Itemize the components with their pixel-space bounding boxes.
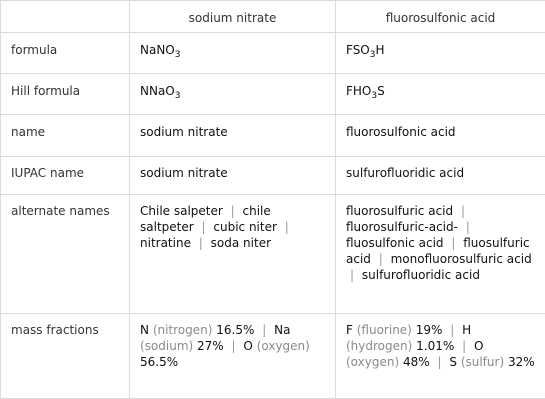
mass-fraction-value: 19% (416, 323, 443, 337)
table-row (1, 157, 545, 195)
mass-fraction-value: 48% (403, 355, 430, 369)
alternate-name-item: soda niter (211, 236, 271, 250)
alternate-name-item: fluorosulfuric acid (346, 204, 453, 218)
element-name: (oxygen) (346, 355, 399, 369)
name-sodium-nitrate: sodium nitrate (130, 115, 336, 157)
formula-subscript: 3 (175, 50, 181, 60)
mass-fraction-item (140, 323, 254, 337)
element-name: (hydrogen) (346, 339, 412, 353)
formula-subscript: 3 (175, 91, 181, 101)
row-label-name: name (1, 115, 130, 157)
list-separator: | (462, 339, 466, 353)
list-separator: | (466, 220, 470, 234)
column-header-fluorosulfonic-acid: fluorosulfonic acid (336, 1, 545, 33)
formula-sodium-nitrate (130, 33, 336, 74)
formula-text: NaNO (140, 43, 175, 57)
header-row (1, 1, 545, 33)
corner-cell (1, 1, 130, 33)
hill-formula-fluorosulfonic-acid (336, 74, 545, 115)
mass-fraction-item (346, 323, 442, 337)
alternate-name-item: nitratine (140, 236, 191, 250)
row-label-mass-fractions: mass fractions (1, 314, 130, 399)
list-separator: | (231, 204, 235, 218)
formula-subscript: 3 (370, 50, 376, 60)
element-name: (fluorine) (357, 323, 412, 337)
name-fluorosulfonic-acid: fluorosulfonic acid (336, 115, 545, 157)
row-label-iupac-name: IUPAC name (1, 157, 130, 195)
list-separator: | (262, 323, 266, 337)
row-label-alternate-names: alternate names (1, 195, 130, 314)
element-name: (sodium) (140, 339, 193, 353)
element-symbol: O (474, 339, 483, 353)
alternate-name-item: sulfurofluoridic acid (362, 268, 480, 282)
list-separator: | (202, 220, 206, 234)
mass-fraction-value: 27% (197, 339, 224, 353)
table-row (1, 195, 545, 314)
column-header-sodium-nitrate: sodium nitrate (130, 1, 336, 33)
formula-subscript: 3 (371, 91, 377, 101)
list-separator: | (437, 355, 441, 369)
list-separator: | (461, 204, 465, 218)
table-row (1, 74, 545, 115)
mass-fraction-value: 16.5% (216, 323, 254, 337)
element-name: (nitrogen) (153, 323, 213, 337)
element-symbol: N (140, 323, 149, 337)
element-symbol: F (346, 323, 353, 337)
alternate-name-item: fluorosulfuric-acid- (346, 220, 458, 234)
table-row (1, 33, 545, 74)
list-separator: | (285, 220, 289, 234)
alternate-names-fluorosulfonic-acid (336, 195, 545, 314)
element-symbol: Na (274, 323, 290, 337)
formula-text: S (377, 84, 385, 98)
element-symbol: H (462, 323, 471, 337)
formula-text: FSO (346, 43, 370, 57)
row-label-formula: formula (1, 33, 130, 74)
alternate-name-item: Chile salpeter (140, 204, 223, 218)
list-separator: | (232, 339, 236, 353)
element-name: (oxygen) (257, 339, 310, 353)
mass-fraction-item (449, 355, 534, 369)
list-separator: | (450, 323, 454, 337)
mass-fraction-value: 32% (508, 355, 535, 369)
hill-formula-sodium-nitrate (130, 74, 336, 115)
alternate-name-item: chile saltpeter (140, 204, 271, 234)
alternate-name-item: fluosulfonic acid (346, 236, 444, 250)
mass-fractions-sodium-nitrate (130, 314, 336, 399)
table-row (1, 314, 545, 399)
list-separator: | (451, 236, 455, 250)
element-symbol: O (243, 339, 252, 353)
iupac-name-sodium-nitrate: sodium nitrate (130, 157, 336, 195)
table-row (1, 115, 545, 157)
alternate-name-item: fluosulfuric acid (346, 236, 530, 266)
list-separator: | (199, 236, 203, 250)
list-separator: | (350, 268, 354, 282)
alternate-name-item: monofluorosulfuric acid (391, 252, 532, 266)
element-name: (sulfur) (461, 355, 504, 369)
alternate-name-item: cubic niter (213, 220, 277, 234)
list-separator: | (379, 252, 383, 266)
iupac-name-fluorosulfonic-acid: sulfurofluoridic acid (336, 157, 545, 195)
formula-fluorosulfonic-acid (336, 33, 545, 74)
element-symbol: S (449, 355, 457, 369)
mass-fraction-value: 56.5% (140, 355, 178, 369)
formula-text: FHO (346, 84, 371, 98)
row-label-hill-formula: Hill formula (1, 74, 130, 115)
mass-fractions-fluorosulfonic-acid (336, 314, 545, 399)
mass-fraction-value: 1.01% (416, 339, 454, 353)
formula-text: H (376, 43, 385, 57)
alternate-names-sodium-nitrate (130, 195, 336, 314)
formula-text: NNaO (140, 84, 175, 98)
